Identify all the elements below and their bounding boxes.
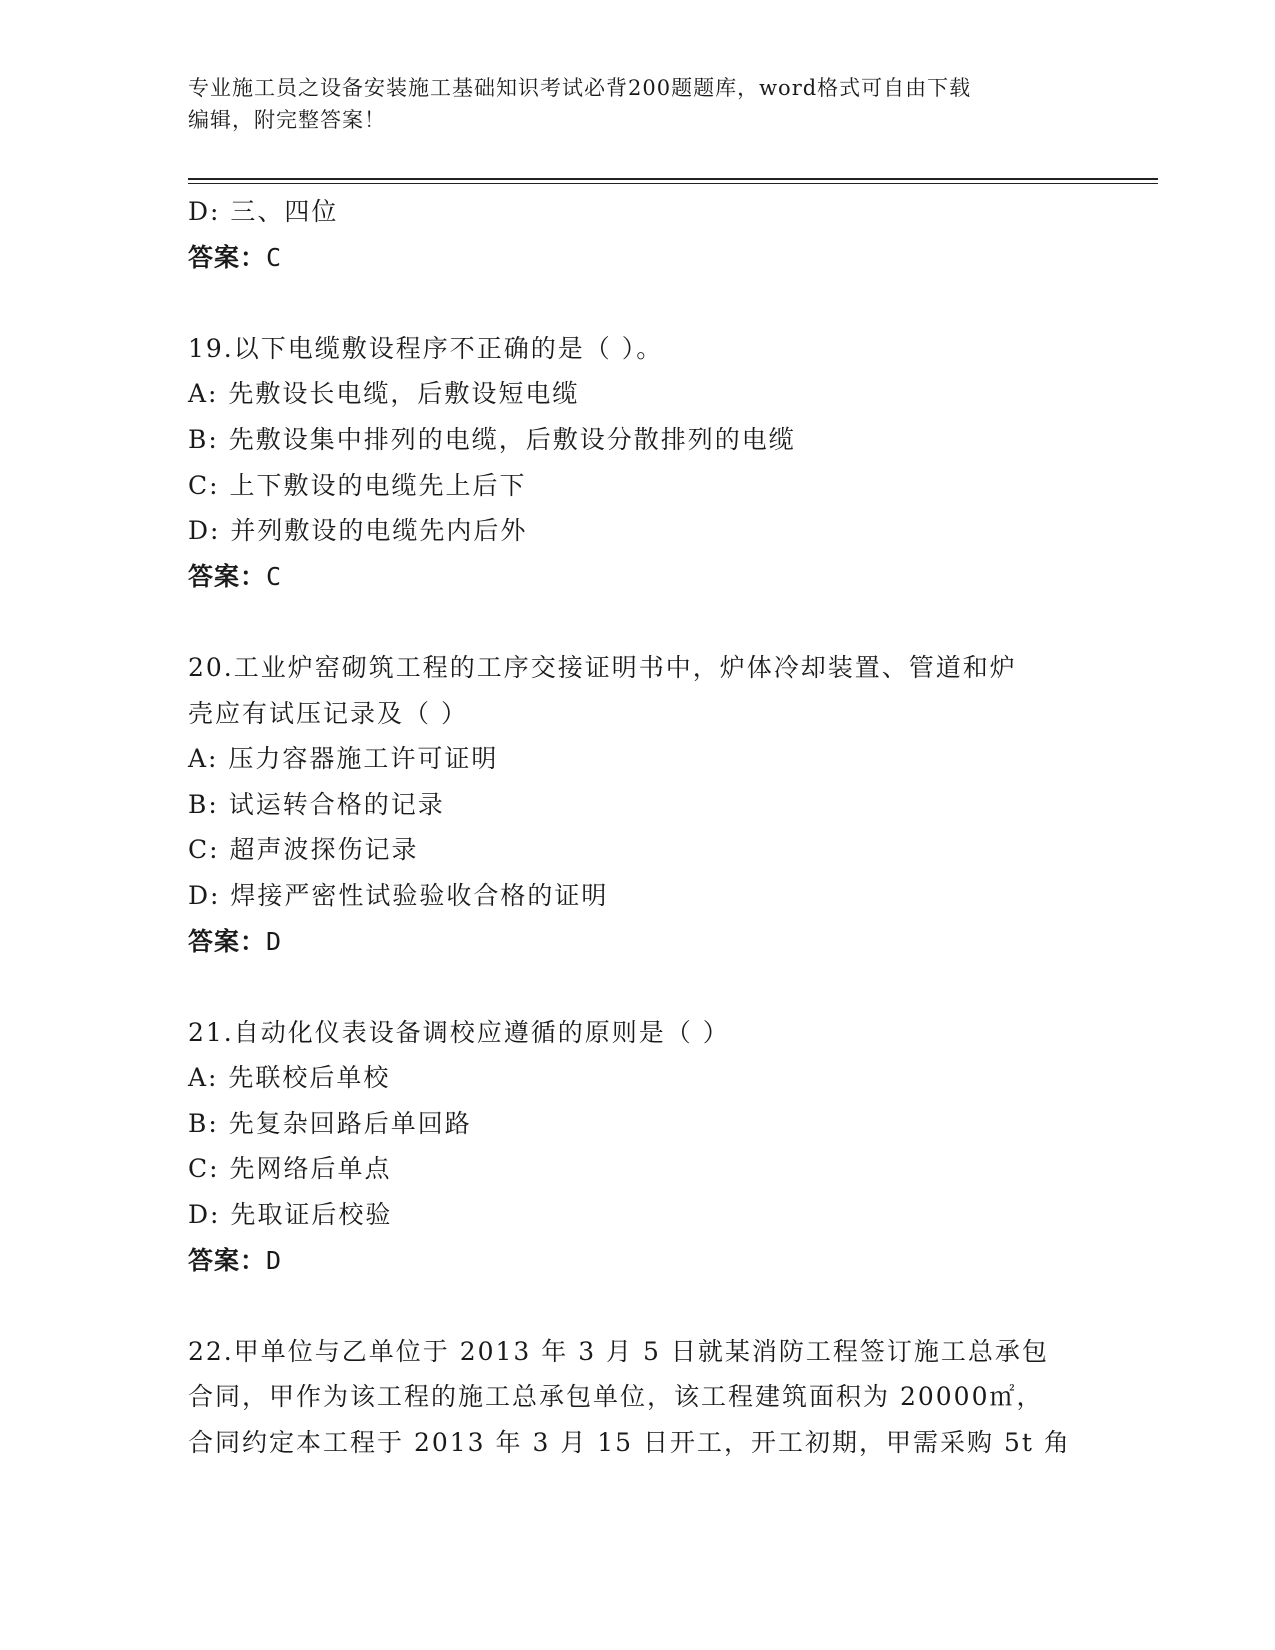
header-rule-thin (188, 183, 1158, 184)
q19-option-b: B: 先敷设集中排列的电缆，后敷设分散排列的电缆 (188, 424, 796, 454)
q22-stem-line-3: 合同约定本工程于 2013 年 3 月 15 日开工，开工初期，甲需采购 5t 角 (188, 1428, 1071, 1458)
q19-stem: 19.以下电缆敷设程序不正确的是（ ）。 (188, 333, 664, 363)
q18-answer (188, 235, 1088, 281)
answer-label: 答案： (188, 242, 267, 272)
header-line-1: 专业施工员之设备安装施工基础知识考试必背200题题库，word格式可自由下载 (188, 76, 972, 100)
q19-answer (188, 554, 1088, 600)
q19-option-d: D: 并列敷设的电缆先内后外 (188, 516, 528, 546)
q21-answer (188, 1238, 1088, 1284)
q20-stem-line-1: 20.工业炉窑砌筑工程的工序交接证明书中，炉体冷却装置、管道和炉 (188, 652, 1017, 682)
q20-option-c: C: 超声波探伤记录 (188, 835, 419, 865)
answer-label: 答案： (188, 926, 267, 956)
q19-option-c: C: 上下敷设的电缆先上后下 (188, 470, 527, 500)
header-line-2: 编辑，附完整答案！ (188, 108, 386, 132)
spacer (188, 964, 1088, 1010)
spacer (188, 1283, 1088, 1329)
document-header (188, 72, 1088, 136)
answer-label: 答案： (188, 561, 267, 591)
q21-option-d: D: 先取证后校验 (188, 1200, 393, 1230)
spacer (188, 599, 1088, 645)
q22-stem-line-1: 22.甲单位与乙单位于 2013 年 3 月 5 日就某消防工程签订施工总承包 (188, 1336, 1049, 1366)
q21-stem: 21.自动化仪表设备调校应遵循的原则是（ ） (188, 1017, 730, 1047)
spacer (188, 280, 1088, 326)
q20-option-b: B: 试运转合格的记录 (188, 789, 445, 819)
question-content (188, 189, 1088, 1466)
q21-option-a: A: 先联校后单校 (188, 1063, 391, 1093)
q21-answer-value: D (266, 1245, 283, 1275)
q19-option-a: A: 先敷设长电缆，后敷设短电缆 (188, 379, 580, 409)
q21-option-b: B: 先复杂回路后单回路 (188, 1108, 472, 1138)
q20-option-a: A: 压力容器施工许可证明 (188, 744, 499, 774)
q21-option-c: C: 先网络后单点 (188, 1154, 392, 1184)
answer-label: 答案： (188, 1245, 267, 1275)
q22-stem-line-2: 合同，甲作为该工程的施工总承包单位，该工程建筑面积为 20000㎡， (188, 1382, 1044, 1412)
header-rule-thick (188, 178, 1158, 180)
q20-option-d: D: 焊接严密性试验验收合格的证明 (188, 880, 609, 910)
q18-answer-value: C (266, 242, 283, 272)
q19-answer-value: C (266, 561, 283, 591)
q20-answer (188, 919, 1088, 965)
q20-answer-value: D (266, 926, 283, 956)
q18-option-d: D: 三、四位 (188, 197, 339, 226)
q20-stem-line-2: 壳应有试压记录及（ ） (188, 698, 468, 728)
